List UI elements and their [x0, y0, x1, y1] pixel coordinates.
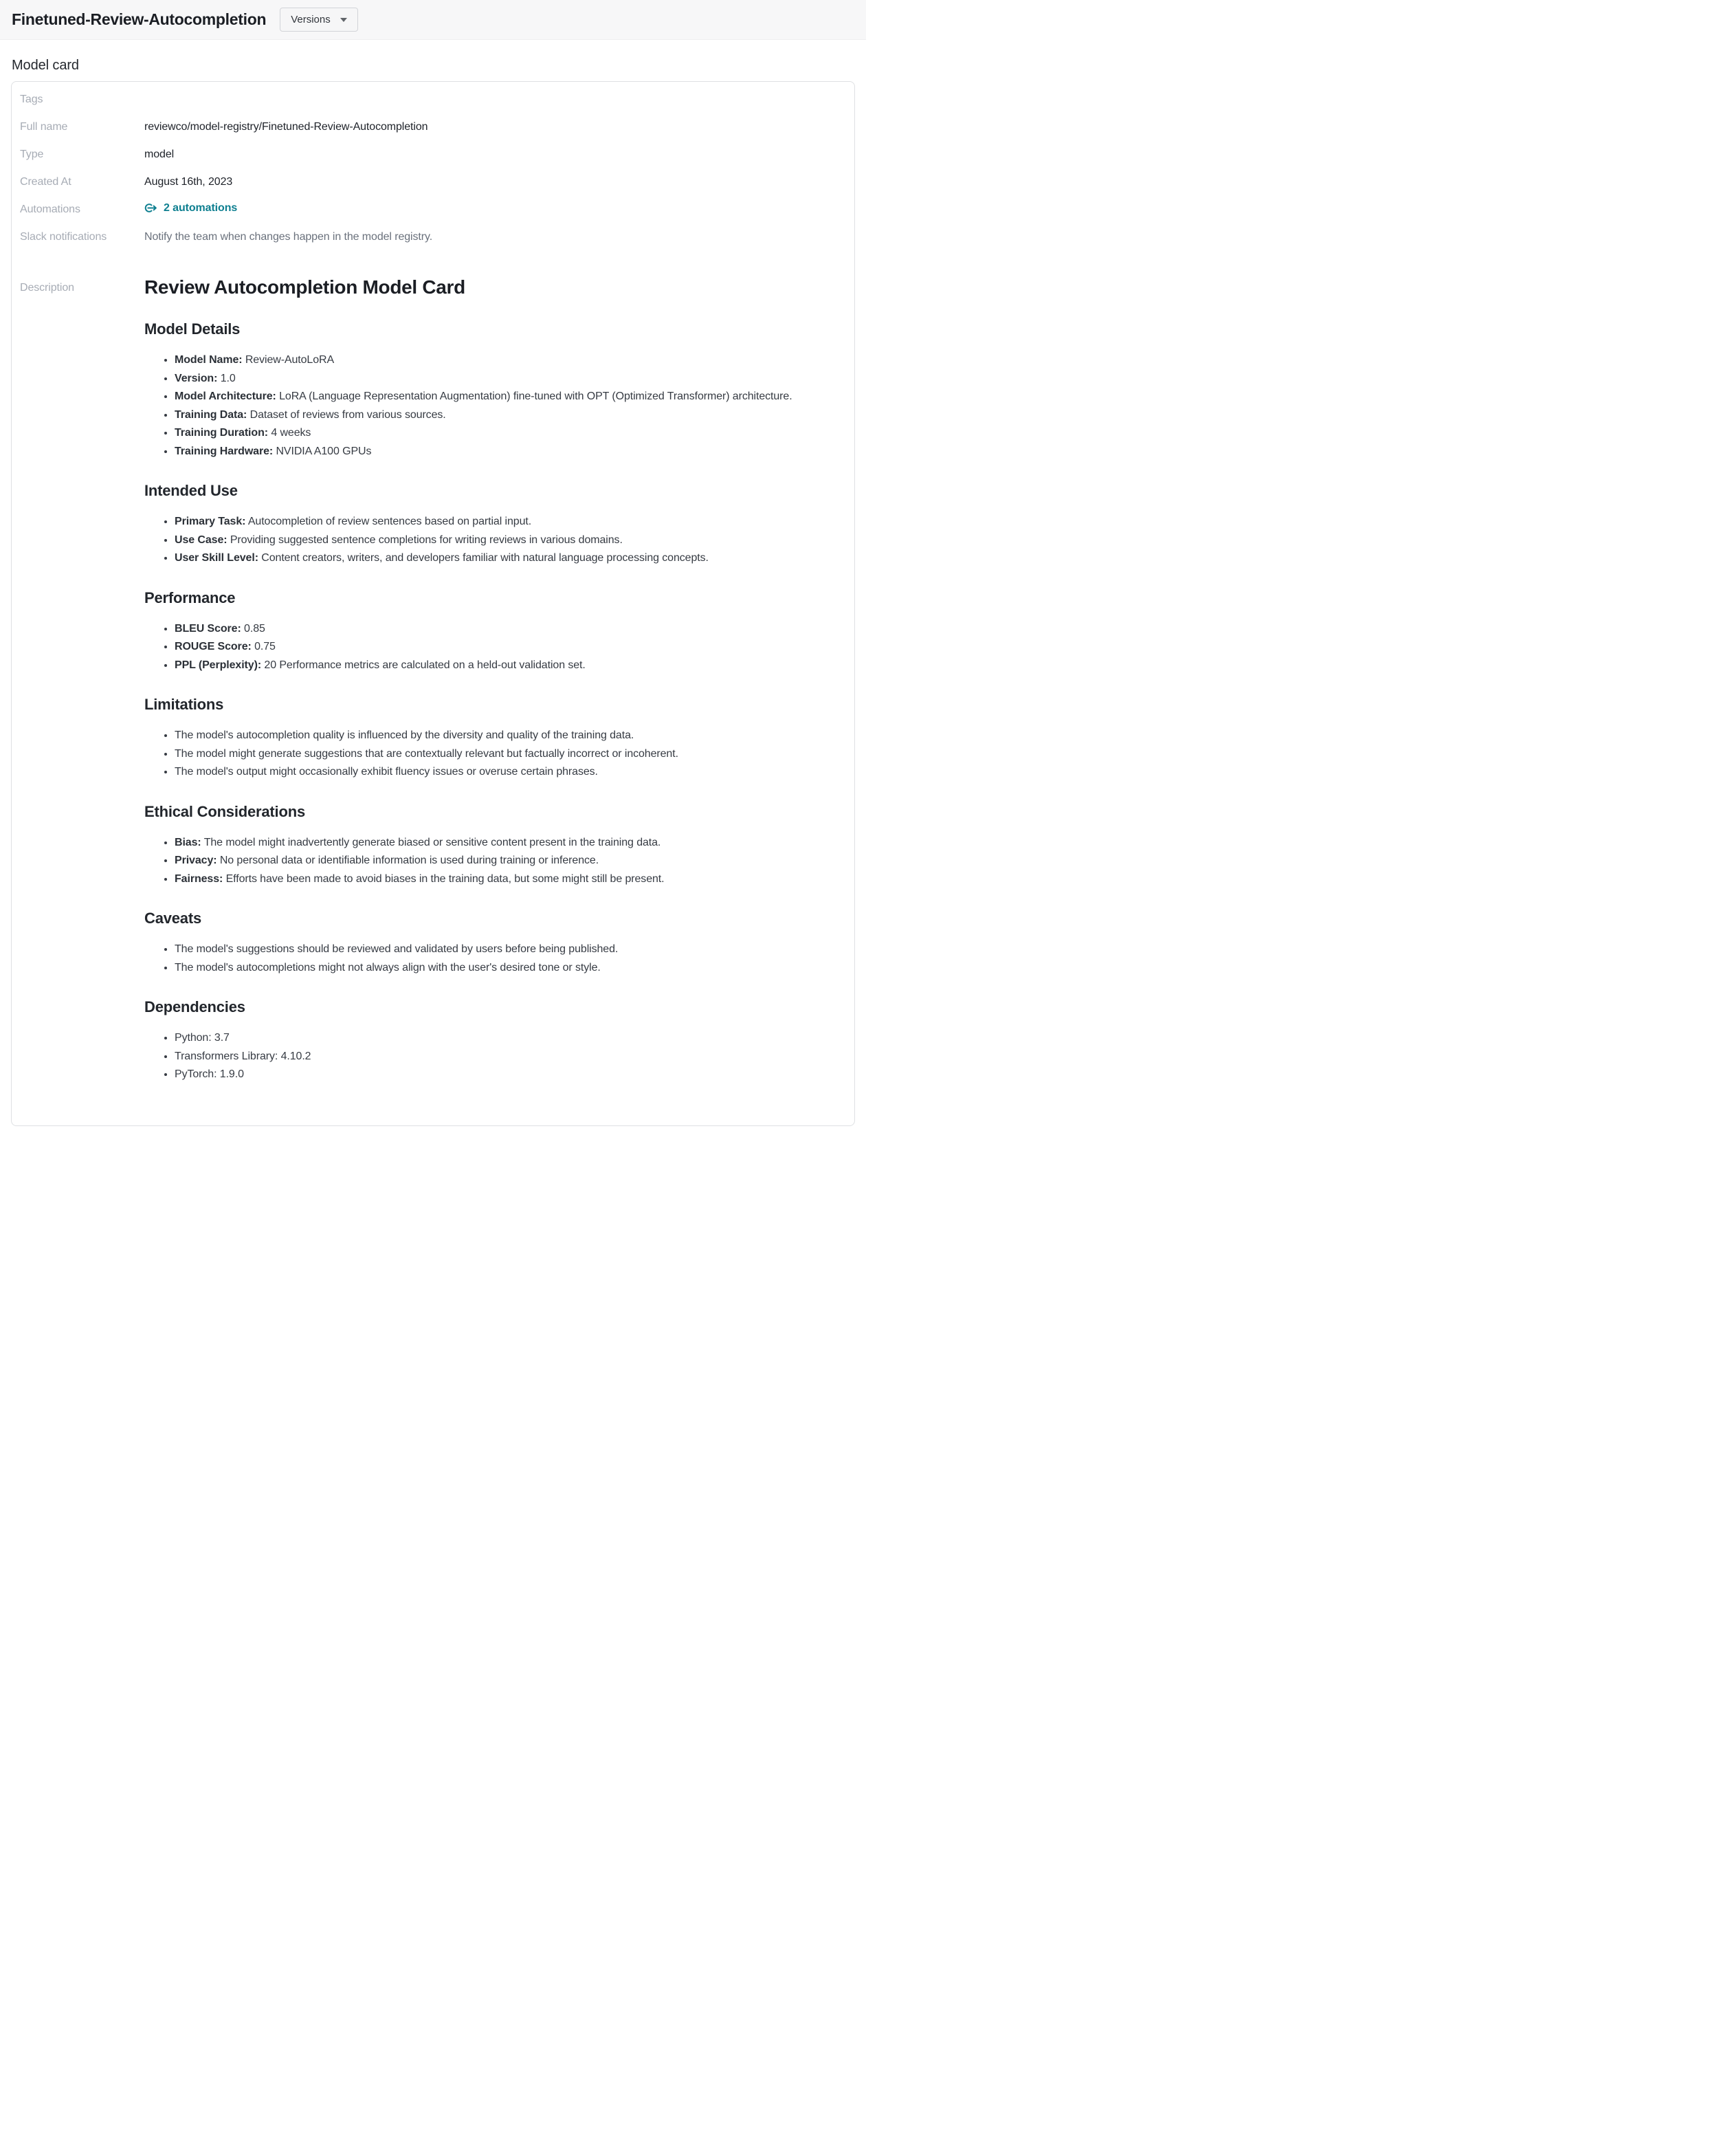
list-intended-use — [144, 513, 838, 568]
caret-down-icon — [340, 18, 347, 22]
list-item: • Version: 1.0 — [175, 370, 838, 388]
list-item: • Model Name: Review-AutoLoRA — [175, 351, 838, 370]
model-card-markdown — [144, 276, 838, 1084]
page-title: Finetuned-Review-Autocompletion — [12, 10, 267, 28]
list-model-details — [144, 351, 838, 461]
list-item: • The model's autocompletion quality is influenced by the diversity and quality of the training data. — [175, 727, 838, 745]
list-performance — [144, 620, 838, 675]
model-card-section-title: Model card — [12, 58, 79, 73]
markdown-title: Review Autocompletion Model Card — [144, 276, 465, 298]
field-value-slack-notifications: Notify the team when changes happen in the model registry. — [144, 231, 433, 243]
heading-caveats: Caveats — [144, 910, 201, 927]
field-label-description: Description — [20, 282, 74, 294]
list-item: • User Skill Level: Content creators, writers, and developers familiar with natural language processing concepts. — [175, 549, 838, 568]
field-label-created-at: Created At — [20, 176, 71, 188]
app-header — [0, 0, 866, 40]
list-item: • Training Duration: 4 weeks — [175, 424, 838, 443]
list-item: • Privacy: No personal data or identifiable information is used during training or inference. — [175, 852, 838, 870]
heading-model-details: Model Details — [144, 320, 241, 338]
heading-dependencies: Dependencies — [144, 998, 245, 1015]
field-value-full-name: reviewco/model-registry/Finetuned-Review-Autocompletion — [144, 121, 428, 133]
field-label-slack-notifications: Slack notifications — [20, 231, 107, 243]
list-item: • Python: 3.7 — [175, 1029, 838, 1048]
list-item: • Model Architecture: LoRA (Language Representation Augmentation) fine-tuned with OPT (Optimized Transformer) architecture. — [175, 388, 838, 406]
field-row-description — [20, 276, 838, 1084]
field-value-created-at: August 16th, 2023 — [144, 176, 233, 188]
list-item: • BLEU Score: 0.85 — [175, 620, 838, 639]
heading-performance: Performance — [144, 588, 236, 606]
field-row-automations — [20, 196, 838, 223]
list-item: • Training Data: Dataset of reviews from various sources. — [175, 406, 838, 425]
field-value-type: model — [144, 148, 175, 160]
list-item: • The model's autocompletions might not always align with the user's desired tone or style. — [175, 959, 838, 978]
list-item: • Use Case: Providing suggested sentence completions for writing reviews in various domains. — [175, 531, 838, 550]
automations-link[interactable] — [144, 201, 237, 214]
list-caveats — [144, 940, 838, 977]
automations-link-label: 2 automations — [164, 201, 238, 214]
model-card-panel — [11, 81, 855, 1126]
heading-limitations: Limitations — [144, 696, 224, 713]
list-dependencies — [144, 1029, 838, 1084]
versions-button[interactable] — [280, 8, 358, 32]
list-item: • The model's suggestions should be reviewed and validated by users before being published. — [175, 940, 838, 959]
field-row-created-at — [20, 168, 838, 196]
list-item: • Training Hardware: NVIDIA A100 GPUs — [175, 443, 838, 461]
list-limitations — [144, 727, 838, 782]
field-label-automations: Automations — [20, 204, 80, 215]
list-item: • PPL (Perplexity): 20 Performance metrics are calculated on a held-out validation set. — [175, 657, 838, 675]
list-ethical-considerations — [144, 834, 838, 889]
list-item: • PyTorch: 1.9.0 — [175, 1066, 838, 1084]
list-item: • The model might generate suggestions that are contextually relevant but factually incorrect or incoherent. — [175, 745, 838, 764]
field-label-tags: Tags — [20, 94, 43, 105]
field-row-type — [20, 141, 838, 168]
field-label-full-name: Full name — [20, 121, 68, 133]
list-item: • ROUGE Score: 0.75 — [175, 638, 838, 657]
automation-icon — [144, 201, 157, 214]
field-row-tags — [20, 86, 838, 113]
list-item: • Fairness: Efforts have been made to avoid biases in the training data, but some might still be present. — [175, 870, 838, 889]
heading-ethical-considerations: Ethical Considerations — [144, 802, 305, 820]
list-item: • Primary Task: Autocompletion of review sentences based on partial input. — [175, 513, 838, 531]
list-item: • Transformers Library: 4.10.2 — [175, 1048, 838, 1066]
list-item: • Bias: The model might inadvertently generate biased or sensitive content present in the training data. — [175, 834, 838, 852]
field-label-type: Type — [20, 148, 44, 160]
versions-button-label: Versions — [291, 14, 331, 25]
field-row-full-name — [20, 113, 838, 141]
list-item: • The model's output might occasionally exhibit fluency issues or overuse certain phrases. — [175, 763, 838, 782]
heading-intended-use: Intended Use — [144, 482, 238, 499]
field-row-slack-notifications — [20, 223, 838, 251]
